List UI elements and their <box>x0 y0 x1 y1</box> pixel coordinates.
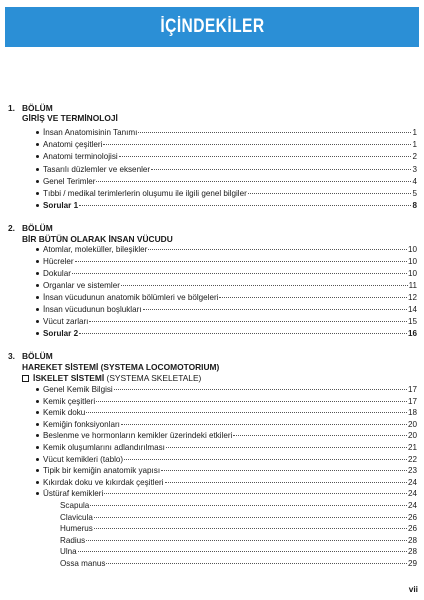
dot-leader <box>86 412 407 413</box>
toc-entry[interactable] <box>0 396 424 407</box>
toc-entry-page: 10 <box>407 245 417 254</box>
toc-entry-label: Üstüraf kemikleri <box>43 489 104 499</box>
toc-entry-page: 4 <box>412 176 417 186</box>
toc-entry[interactable] <box>0 176 424 187</box>
bullet-icon <box>36 320 39 323</box>
toc-entry-label: Atomlar, moleküller, bileşikler <box>43 245 148 254</box>
toc-entry-page: 8 <box>412 201 417 211</box>
bullet-icon <box>36 423 39 426</box>
subsection-latin: (SYSTEMA SKELETALE) <box>104 373 202 383</box>
toc-entry-row <box>43 465 417 476</box>
dot-leader <box>106 563 407 564</box>
section-number: 1. <box>8 103 15 113</box>
toc-sub-entry[interactable] <box>0 546 424 557</box>
toc-entry-row <box>43 396 417 407</box>
toc-sub-entry[interactable] <box>0 500 424 511</box>
dot-leader <box>79 333 407 334</box>
dot-leader <box>143 309 407 310</box>
toc-entry-label: Kemik oluşumlarını adlandırılması <box>43 443 165 452</box>
toc-entry-row <box>43 477 417 488</box>
bullet-icon <box>36 434 39 437</box>
toc-entry[interactable] <box>0 465 424 476</box>
toc-entry-page: 20 <box>407 431 417 441</box>
toc-entry-row <box>60 546 417 557</box>
toc-entry-row <box>43 176 417 187</box>
toc-entry-page: 21 <box>407 443 417 452</box>
toc-entry-label: Kemiğin fonksiyonları <box>43 419 120 429</box>
dot-leader <box>75 261 407 262</box>
toc-entry-page: 10 <box>407 257 417 266</box>
bullet-icon <box>36 272 39 275</box>
dot-leader <box>104 493 407 494</box>
dot-leader <box>96 401 407 402</box>
section-subtitle: HAREKET SİSTEMİ (SYSTEMA LOCOMOTORIUM) <box>22 362 220 372</box>
toc-entry-label: Kemik doku <box>43 408 86 418</box>
toc-entry-page: 3 <box>412 164 417 174</box>
toc-entry-label: Clavicula <box>60 512 93 522</box>
page-number: vii <box>408 584 418 594</box>
bullet-icon <box>36 308 39 311</box>
section-subtitle: GİRİŞ VE TERMİNOLOJİ <box>22 113 118 123</box>
toc-entry-row <box>43 164 417 175</box>
bullet-icon <box>36 143 39 146</box>
dot-leader <box>90 505 407 506</box>
toc-entry-page: 2 <box>412 152 417 162</box>
dot-leader <box>121 285 408 286</box>
bullet-icon <box>36 260 39 263</box>
toc-entry-label: Sorular 2 <box>43 329 79 338</box>
bullet-icon <box>36 296 39 299</box>
toc-entry-row <box>43 244 417 255</box>
bullet-icon <box>36 411 39 414</box>
toc-entry-row <box>60 558 417 569</box>
toc-entry-page: 24 <box>407 477 417 487</box>
toc-entry-row <box>43 419 417 430</box>
toc-entry-page: 15 <box>407 317 417 326</box>
bullet-icon <box>36 180 39 183</box>
dot-leader <box>248 193 412 194</box>
dot-leader <box>148 249 407 250</box>
toc-entry-row <box>43 292 417 303</box>
dot-leader <box>94 528 407 529</box>
dot-leader <box>114 389 407 390</box>
toc-entry[interactable] <box>0 280 424 291</box>
toc-entry-label: Anatomi terminolojisi <box>43 152 118 162</box>
toc-entry-page: 20 <box>407 419 417 429</box>
toc-entry-label: Dokular <box>43 269 71 278</box>
section-title: BÖLÜM <box>22 351 53 361</box>
toc-entry-row <box>43 328 417 339</box>
toc-sub-entry[interactable] <box>0 512 424 523</box>
toc-entry[interactable] <box>0 419 424 430</box>
toc-entry-label: Humerus <box>60 524 93 534</box>
section-title: BÖLÜM <box>22 223 53 233</box>
toc-entry-label: Hücreler <box>43 257 74 266</box>
toc-entry[interactable] <box>0 316 424 327</box>
section-number: 3. <box>8 351 15 361</box>
toc-entry-row <box>43 384 417 395</box>
section-subtitle: BİR BÜTÜN OLARAK İNSAN VÜCUDU <box>22 234 173 244</box>
toc-entry-label: Beslenme ve hormonların kemikler üzerindeki etkileri <box>43 431 233 441</box>
toc-entry-label: Radius <box>60 535 86 545</box>
toc-entry-row <box>43 316 417 327</box>
toc-entry-label: Vücut zarları <box>43 317 89 326</box>
toc-entry-label: Sorular 1 <box>43 201 79 211</box>
toc-entry-page: 16 <box>407 329 417 338</box>
toc-entry-page: 14 <box>407 305 417 314</box>
toc-entry[interactable] <box>0 188 424 199</box>
toc-entry-row <box>43 188 417 199</box>
bullet-icon <box>36 332 39 335</box>
dot-leader <box>96 181 411 182</box>
bullet-icon <box>36 400 39 403</box>
page-title: İÇİNDEKİLER <box>159 16 265 37</box>
toc-entry-row <box>43 151 417 162</box>
bullet-icon <box>36 192 39 195</box>
toc-entry-label: Kemik çeşitleri <box>43 396 96 406</box>
toc-entry-page: 29 <box>407 559 417 568</box>
toc-entry-label: Genel Kemik Bilgisi <box>43 385 113 394</box>
dot-leader <box>124 459 407 460</box>
toc-entry[interactable] <box>0 384 424 395</box>
section-title: BÖLÜM <box>22 103 53 113</box>
toc-entry-page: 1 <box>412 140 417 150</box>
toc-entry-row <box>43 430 417 441</box>
toc-entry-page: 23 <box>407 466 417 476</box>
toc-entry-page: 12 <box>407 293 417 302</box>
dot-leader <box>138 132 411 133</box>
bullet-icon <box>36 458 39 461</box>
toc-entry-page: 28 <box>407 547 417 557</box>
toc-entry[interactable] <box>0 256 424 267</box>
toc-entry-label: Tasarılı düzlemler ve eksenler <box>43 164 151 174</box>
dot-leader <box>78 551 407 552</box>
bullet-icon <box>36 481 39 484</box>
header-banner <box>5 7 419 47</box>
toc-entry-label: İnsan vücudunun anatomik bölümleri ve bölgeleri <box>43 293 219 302</box>
bullet-icon <box>36 284 39 287</box>
toc-entry-label: Scapula <box>60 501 90 510</box>
toc-entry-row <box>43 304 417 315</box>
subsection-heading <box>22 373 201 383</box>
toc-sub-entry[interactable] <box>0 535 424 546</box>
section-number: 2. <box>8 223 15 233</box>
toc-entry-page: 17 <box>407 385 417 394</box>
toc-entry[interactable] <box>0 127 424 138</box>
bullet-icon <box>36 155 39 158</box>
dot-leader <box>86 540 407 541</box>
toc-entry-page: 22 <box>407 454 417 464</box>
toc-entry[interactable] <box>0 304 424 315</box>
bullet-icon <box>36 446 39 449</box>
toc-entry-page: 17 <box>407 396 417 406</box>
section-heading <box>8 351 53 361</box>
dot-leader <box>79 205 411 206</box>
toc-entry-row <box>43 139 417 150</box>
toc-entry-label: Tipik bir kemiğin anatomik yapısı <box>43 466 161 476</box>
toc-entry-row <box>60 523 417 534</box>
bullet-icon <box>36 204 39 207</box>
dot-leader <box>72 273 407 274</box>
dot-leader <box>119 156 412 157</box>
toc-entry[interactable] <box>0 268 424 279</box>
toc-entry[interactable] <box>0 200 424 211</box>
dot-leader <box>121 424 407 425</box>
toc-entry[interactable] <box>0 164 424 175</box>
bullet-icon <box>36 388 39 391</box>
toc-entry[interactable] <box>0 477 424 488</box>
toc-entry-row <box>60 535 417 546</box>
toc-entry[interactable] <box>0 430 424 441</box>
toc-entry[interactable] <box>0 442 424 453</box>
toc-entry-row <box>60 500 417 511</box>
toc-entry-row <box>43 280 417 291</box>
toc-entry-row <box>43 256 417 267</box>
toc-entry-page: 26 <box>407 524 417 534</box>
dot-leader <box>103 144 411 145</box>
toc-entry-label: Ulna <box>60 547 77 557</box>
toc-entry-row <box>43 268 417 279</box>
toc-entry-label: Kıkırdak doku ve kıkırdak çeşitleri <box>43 477 164 487</box>
dot-leader <box>219 297 407 298</box>
toc-sub-entry[interactable] <box>0 558 424 569</box>
toc-entry-label: Anatomi çeşitleri <box>43 140 103 150</box>
toc-sub-entry[interactable] <box>0 523 424 534</box>
subsection-title: İSKELET SİSTEMİ <box>33 373 105 383</box>
toc-entry[interactable] <box>0 407 424 418</box>
toc-entry-page: 1 <box>412 128 417 137</box>
toc-entry-label: İnsan vücudunun boşlukları <box>43 305 142 314</box>
bullet-icon <box>36 131 39 134</box>
toc-entry-row <box>43 454 417 465</box>
dot-leader <box>94 517 407 518</box>
dot-leader <box>151 169 411 170</box>
toc-entry-row <box>60 512 417 523</box>
toc-entry-page: 18 <box>407 408 417 418</box>
toc-entry[interactable] <box>0 244 424 255</box>
dot-leader <box>161 470 407 471</box>
section-heading <box>8 223 53 233</box>
toc-entry-row <box>43 127 417 138</box>
toc-entry[interactable] <box>0 151 424 162</box>
toc-entry-label: Vücut kemikleri (tablo) <box>43 454 124 464</box>
toc-entry-row <box>43 200 417 211</box>
toc-entry-row <box>43 488 417 499</box>
toc-entry[interactable] <box>0 488 424 499</box>
toc-entry-label: İnsan Anatomisinin Tanımı <box>43 128 138 137</box>
checkbox-icon <box>22 375 29 382</box>
toc-entry-page: 28 <box>407 535 417 545</box>
dot-leader <box>233 435 407 436</box>
toc-entry-row <box>43 442 417 453</box>
toc-entry-page: 5 <box>412 189 417 198</box>
bullet-icon <box>36 248 39 251</box>
bullet-icon <box>36 469 39 472</box>
toc-entry-page: 10 <box>407 269 417 278</box>
toc-entry[interactable] <box>0 292 424 303</box>
toc-entry-page: 11 <box>408 281 417 290</box>
dot-leader <box>165 482 407 483</box>
toc-entry-label: Ossa manus <box>60 559 106 568</box>
dot-leader <box>89 321 407 322</box>
toc-entry[interactable] <box>0 139 424 150</box>
toc-entry-row <box>43 407 417 418</box>
section-heading <box>8 103 53 113</box>
toc-entry-page: 24 <box>407 501 417 510</box>
toc-entry-label: Tıbbi / medikal terimlerlerin oluşumu ile ilgili genel bilgiler <box>43 189 247 198</box>
toc-entry-page: 24 <box>407 489 417 499</box>
dot-leader <box>166 447 407 448</box>
toc-entry[interactable] <box>0 328 424 339</box>
toc-entry[interactable] <box>0 454 424 465</box>
toc-entry-label: Genel Terimler <box>43 176 96 186</box>
toc-entry-label: Organlar ve sistemler <box>43 281 120 290</box>
bullet-icon <box>36 492 39 495</box>
toc-entry-page: 26 <box>407 512 417 522</box>
bullet-icon <box>36 168 39 171</box>
